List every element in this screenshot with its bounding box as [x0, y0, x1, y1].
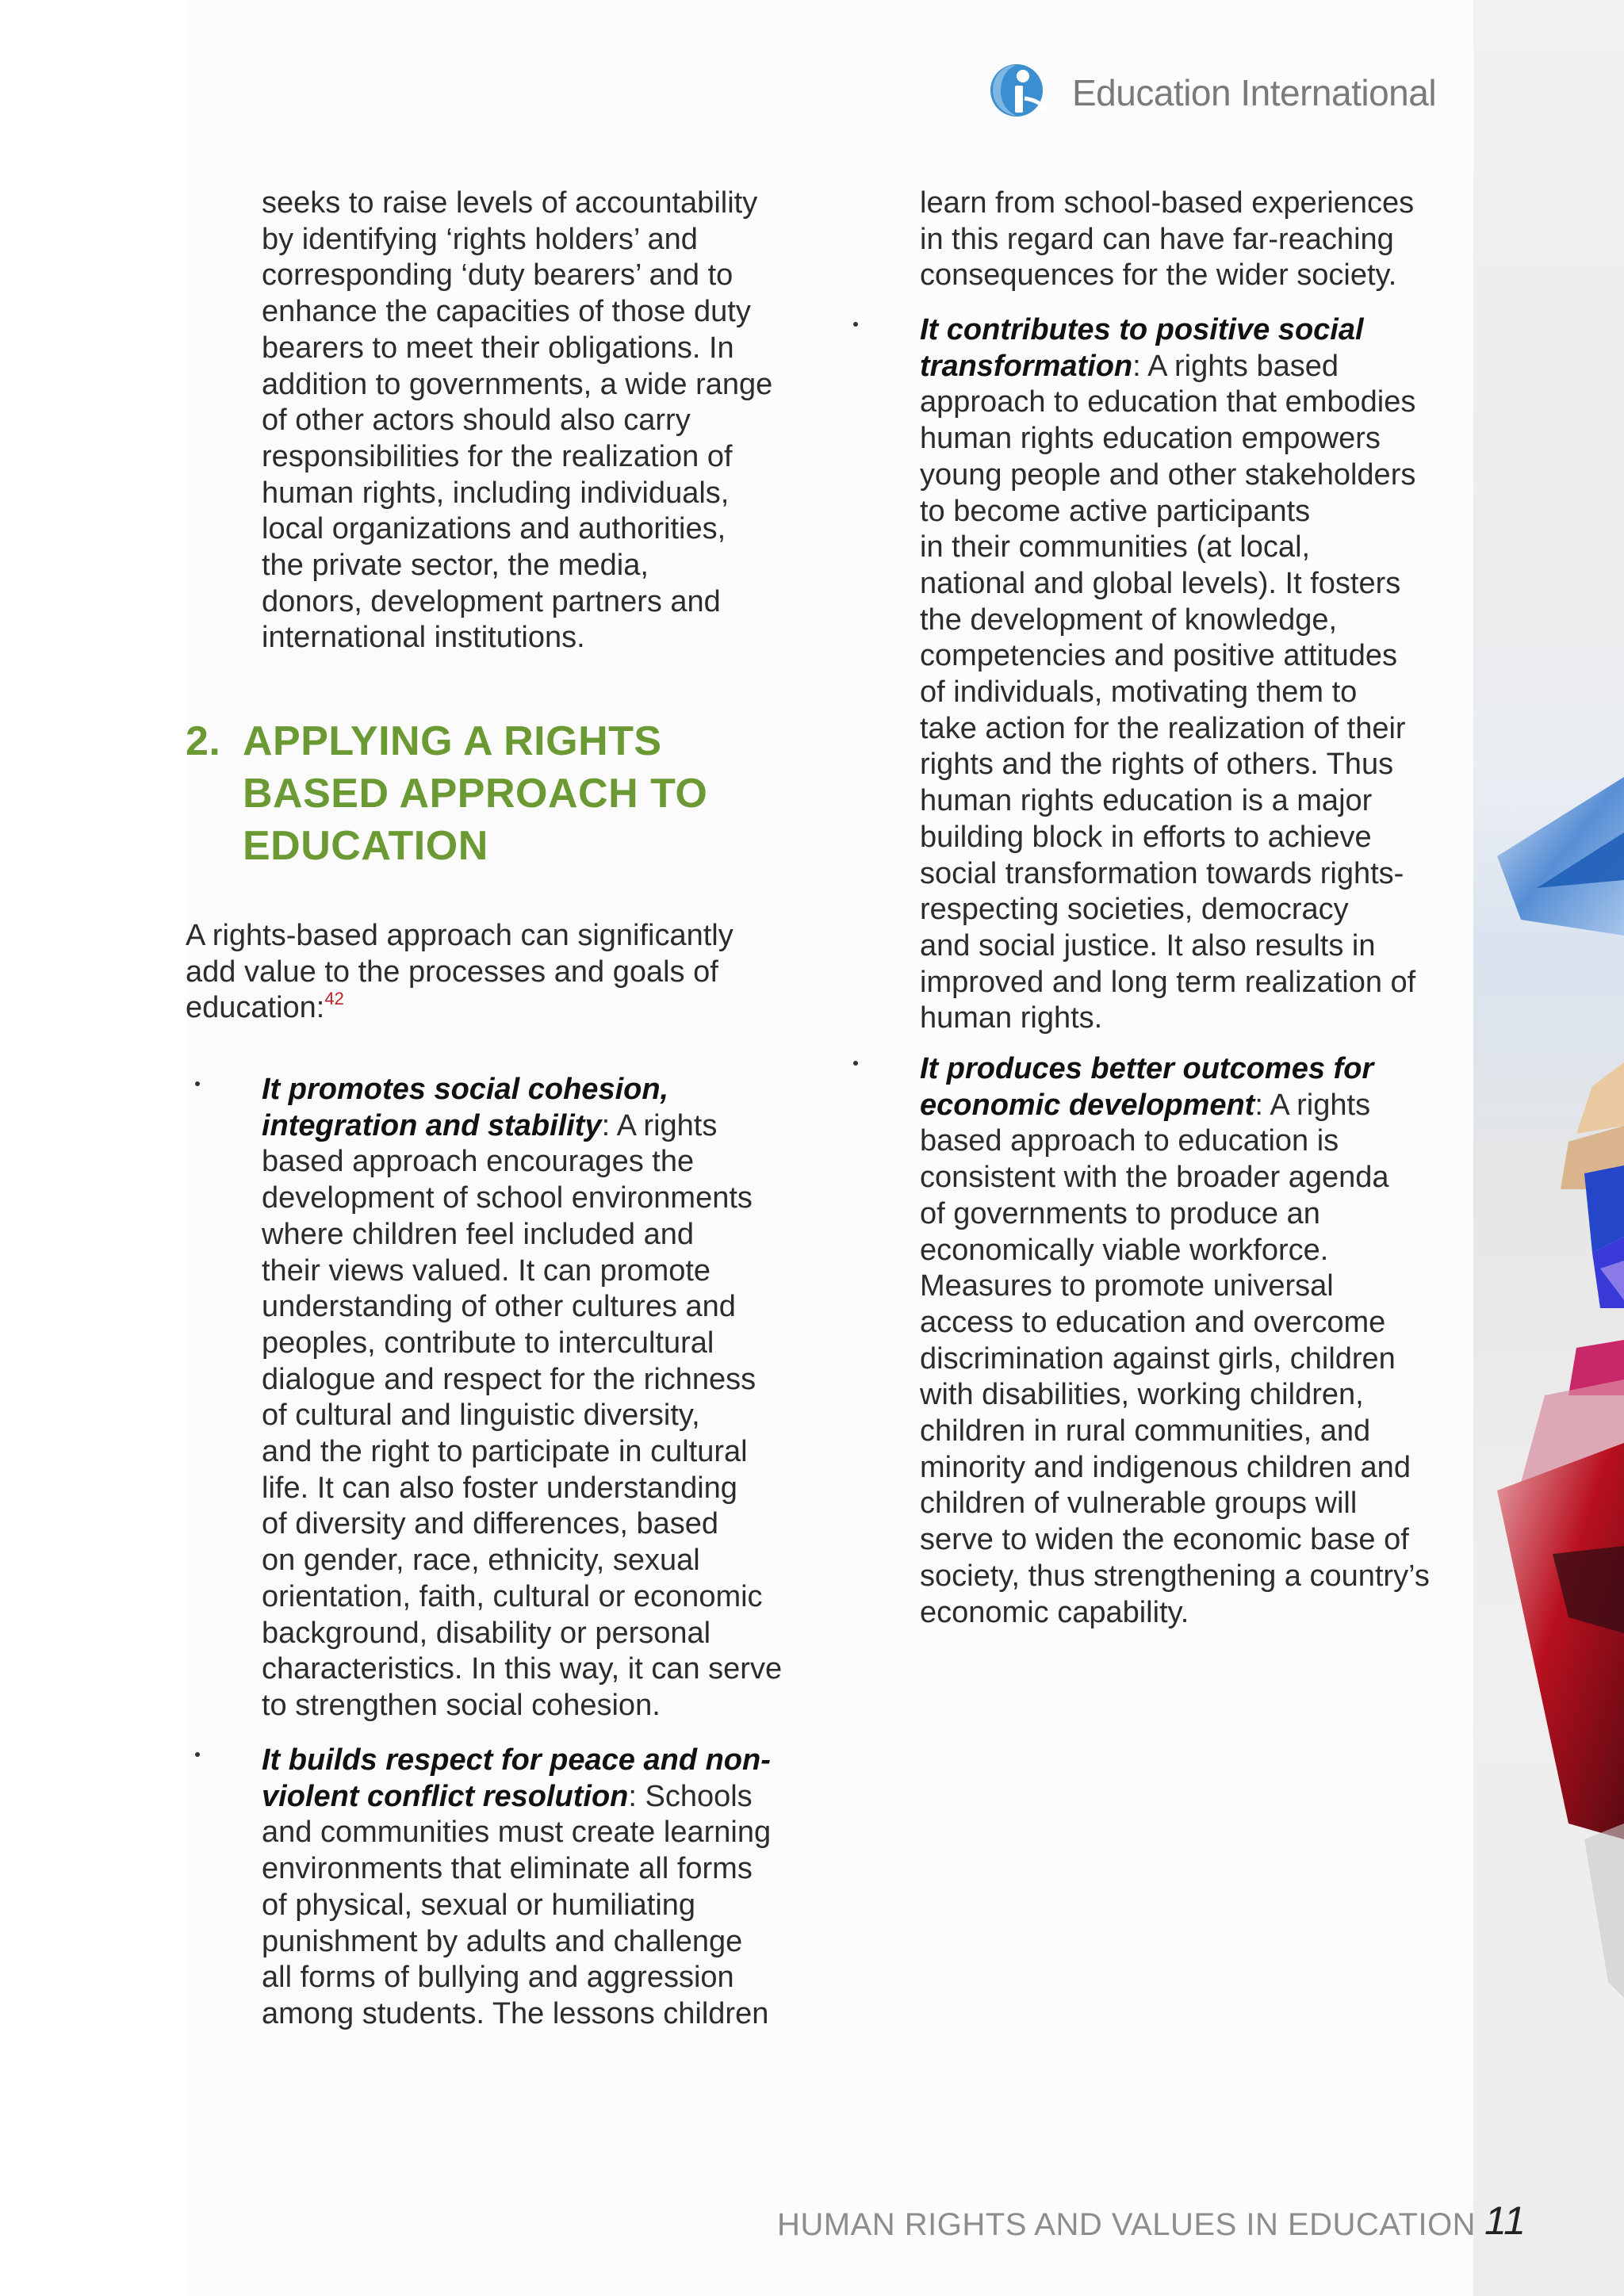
text-line: economically viable workforce. — [920, 1233, 1329, 1267]
text-line: children in rural communities, and — [920, 1414, 1371, 1448]
bullet-lead: It builds respect for peace and non- — [262, 1743, 771, 1777]
text-line: in their communities (at local, — [920, 530, 1311, 564]
text-line: discrimination against girls, children — [920, 1341, 1396, 1376]
text-line: characteristics. In this way, it can serve — [262, 1652, 783, 1686]
bullet-point-icon — [195, 1081, 200, 1086]
text-line: respecting societies, democracy — [920, 893, 1349, 927]
text-line: national and global levels). It fosters — [920, 566, 1401, 600]
text-line: consequences for the wider society. — [920, 258, 1397, 293]
section-title-line: BASED APPROACH TO — [243, 771, 708, 817]
text-line: understanding of other cultures and — [262, 1290, 736, 1324]
text-line: the private sector, the media, — [262, 549, 649, 583]
text-line: based approach encourages the — [262, 1145, 695, 1179]
text-line: of diversity and differences, based — [262, 1507, 718, 1541]
org-name: Education International — [1072, 72, 1437, 113]
text-line: development of school environments — [262, 1181, 753, 1215]
text-line: responsibilities for the realization of — [262, 439, 733, 473]
page-number: 11 — [1484, 2198, 1526, 2243]
bullet-item-economic-development — [920, 1051, 1430, 1631]
colored-pencils-image — [1473, 0, 1624, 2296]
text-line: their views valued. It can promote — [262, 1253, 711, 1288]
bullet-lead: violent conflict resolution — [262, 1779, 629, 1813]
section-heading — [186, 715, 788, 872]
text-line: human rights, including individuals, — [262, 476, 730, 510]
text-line: local organizations and authorities, — [262, 512, 726, 546]
section-title — [243, 715, 788, 872]
text-line: A rights-based approach can significantly — [186, 919, 733, 952]
education-international-logo — [988, 59, 1437, 130]
text-line — [920, 1088, 1430, 1124]
text-line: human rights. — [920, 1001, 1103, 1035]
text-line: among students. The lessons children — [262, 1996, 769, 2030]
bullet-item-peace — [262, 1743, 771, 2033]
text-line: dialogue and respect for the richness — [262, 1362, 756, 1396]
intro-last-line: education: — [186, 991, 325, 1025]
bullet-lead: economic development — [920, 1088, 1255, 1122]
text-line: social transformation towards rights- — [920, 856, 1404, 890]
text-line: in this regard can have far-reaching — [920, 222, 1394, 256]
text-line — [262, 1108, 782, 1145]
text-line — [186, 990, 733, 1027]
text-line: punishment by adults and challenge — [262, 1924, 743, 1958]
text-line: peoples, contribute to intercultural — [262, 1326, 714, 1360]
bullet-lead: It promotes social cohesion, — [262, 1073, 669, 1106]
text-line: human rights education empowers — [920, 422, 1381, 456]
text-line: of governments to produce an — [920, 1196, 1320, 1230]
text-line: access to education and overcome — [920, 1305, 1386, 1339]
bullet-point-icon — [195, 1752, 200, 1757]
text-line: to become active participants — [920, 494, 1311, 528]
footnote-reference[interactable]: 42 — [324, 989, 344, 1009]
text-line: and communities must create learning — [262, 1816, 772, 1850]
text-line: minority and indigenous children and — [920, 1450, 1411, 1484]
text-line: environments that eliminate all forms — [262, 1852, 753, 1886]
text-line: corresponding ‘duty bearers’ and to — [262, 258, 733, 293]
text-line: serve to widen the economic base of — [920, 1523, 1409, 1557]
bullet-lead: integration and stability — [262, 1108, 602, 1142]
text-line: addition to governments, a wide range — [262, 367, 773, 401]
pencils-illustration — [1473, 0, 1624, 2296]
text-line — [920, 1051, 1430, 1088]
text-line: donors, development partners and — [262, 584, 721, 618]
text-line: based approach to education is — [920, 1124, 1339, 1158]
text-line: society, thus strengthening a country’s — [920, 1559, 1430, 1593]
continued-paragraph — [262, 186, 804, 656]
section-number: 2. — [186, 718, 221, 764]
text-line — [920, 312, 1415, 349]
bullet-lead: It produces better outcomes for — [920, 1052, 1374, 1085]
text-line: children of vulnerable groups will — [920, 1487, 1358, 1521]
bullet-point-icon — [853, 322, 858, 327]
text-line: of individuals, motivating them to — [920, 675, 1358, 710]
text-line: building block in efforts to achieve — [920, 820, 1372, 854]
bullet-lead: It contributes to positive social — [920, 313, 1364, 346]
text-line: of cultural and linguistic diversity, — [262, 1399, 700, 1433]
ei-logo-icon — [988, 59, 1051, 122]
bullet-item-social-transformation — [920, 312, 1415, 1037]
bullet-text: : A rights — [601, 1108, 718, 1142]
section-title-line: EDUCATION — [243, 823, 488, 869]
text-line: where children feel included and — [262, 1217, 695, 1251]
text-line — [262, 1743, 771, 1779]
footer-publication-title: HUMAN RIGHTS AND VALUES IN EDUCATION — [777, 2207, 1477, 2242]
right-column-continued-text — [920, 186, 1443, 294]
text-line: rights and the rights of others. Thus — [920, 748, 1394, 782]
text-line: take action for the realization of their — [920, 711, 1406, 745]
text-line: orientation, faith, cultural or economic — [262, 1579, 763, 1613]
text-line: human rights education is a major — [920, 784, 1373, 818]
bullet-point-icon — [853, 1061, 858, 1066]
text-line: seeks to raise levels of accountability — [262, 186, 758, 220]
text-line — [920, 349, 1415, 385]
text-line: by identifying ‘rights holders’ and — [262, 222, 698, 256]
text-line: on gender, race, ethnicity, sexual — [262, 1544, 700, 1578]
text-line: all forms of bullying and aggression — [262, 1961, 734, 1995]
text-line: learn from school-based experiences — [920, 186, 1415, 220]
left-column-continued-text — [186, 186, 804, 656]
bullet-text: : A rights — [1254, 1088, 1371, 1122]
bullet-lead: transformation — [920, 349, 1133, 383]
text-line: approach to education that embodies — [920, 385, 1416, 419]
text-line: the development of knowledge, — [920, 603, 1338, 637]
text-line: life. It can also foster understanding — [262, 1471, 737, 1505]
intro-paragraph — [186, 918, 733, 1027]
text-line: with disabilities, working children, — [920, 1378, 1364, 1412]
bullet-item-social-cohesion — [262, 1072, 782, 1724]
text-line: enhance the capacities of those duty — [262, 295, 751, 329]
text-line: improved and long term realization of — [920, 965, 1416, 999]
text-line: add value to the processes and goals of — [186, 955, 718, 989]
text-line: bearers to meet their obligations. In — [262, 331, 734, 365]
text-line: consistent with the broader agenda — [920, 1161, 1389, 1195]
bullet-text: : Schools — [628, 1779, 753, 1813]
bullet-text: : A rights based — [1132, 349, 1339, 383]
text-line: international institutions. — [262, 621, 585, 655]
text-line: background, disability or personal — [262, 1616, 711, 1650]
text-line: to strengthen social cohesion. — [262, 1688, 661, 1722]
text-line — [262, 1072, 782, 1108]
text-line: of physical, sexual or humiliating — [262, 1888, 696, 1922]
text-line: and the right to participate in cultural — [262, 1435, 748, 1469]
text-line: and social justice. It also results in — [920, 928, 1376, 962]
text-line: Measures to promote universal — [920, 1269, 1334, 1303]
section-title-line: APPLYING A RIGHTS — [243, 718, 662, 764]
text-line: of other actors should also carry — [262, 404, 691, 438]
text-line: young people and other stakeholders — [920, 457, 1416, 492]
text-line — [262, 1779, 771, 1816]
text-line: economic capability. — [920, 1595, 1189, 1629]
text-line: competencies and positive attitudes — [920, 639, 1398, 673]
